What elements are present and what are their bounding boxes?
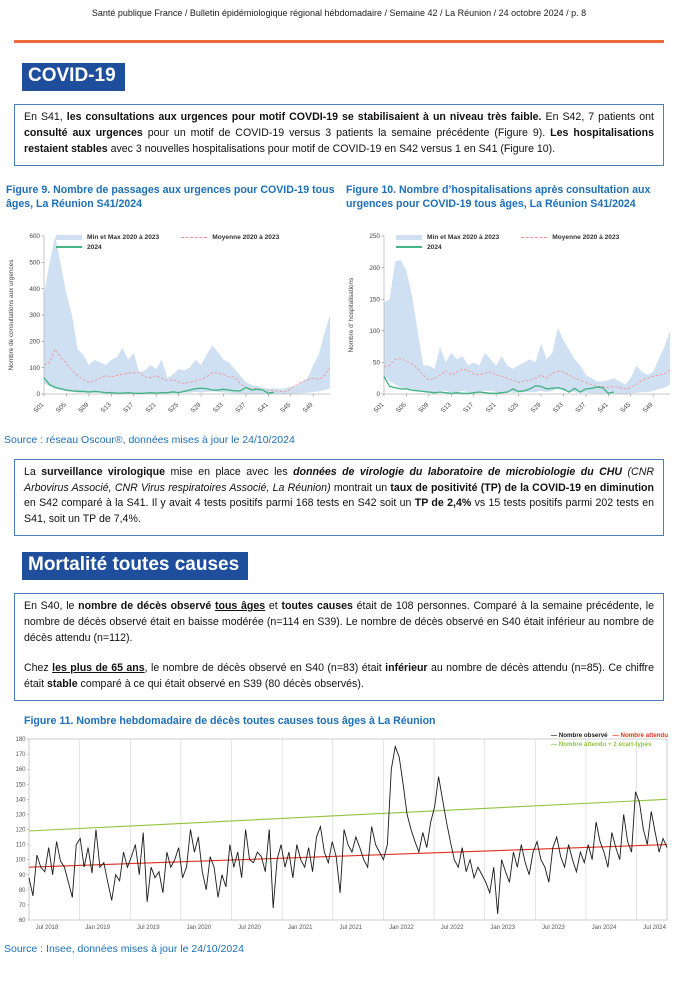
svg-text:S13: S13 (99, 401, 113, 415)
svg-text:Jan 2020: Jan 2020 (186, 924, 212, 931)
svg-text:Jan 2023: Jan 2023 (490, 924, 516, 931)
legend-item (521, 234, 619, 241)
svg-text:Jul 2020: Jul 2020 (238, 924, 261, 931)
svg-text:250: 250 (369, 232, 380, 240)
svg-text:150: 150 (369, 296, 380, 304)
svg-text:Jan 2019: Jan 2019 (85, 924, 110, 931)
svg-text:Nombre de consultations aux ur: Nombre de consultations aux urgences (8, 259, 15, 371)
mortality-box (14, 593, 664, 700)
svg-text:S01: S01 (32, 401, 46, 415)
text-run: montrait un (330, 481, 391, 494)
covid-summary-text (24, 110, 654, 158)
svg-text:S49: S49 (641, 401, 655, 415)
svg-text:120: 120 (15, 827, 26, 834)
figure11-title: Figure 11. Nombre hebdomadaire de décès toutes causes tous âges à La Réunion (24, 714, 436, 727)
figure9-chart (6, 230, 338, 428)
text-run: avec 3 nouvelles hospitalisations pour motif de COVID-19 en S42 versus 1 en S41 (Figure 10). (107, 142, 556, 155)
svg-text:S45: S45 (279, 401, 293, 415)
text-run: Chez (24, 661, 53, 674)
svg-text:S25: S25 (167, 401, 181, 415)
text-run: comparé à ce qui était observé en S39 (80 décès observés). (77, 677, 364, 690)
svg-text:Nombre d’ hospitalisations: Nombre d’ hospitalisations (348, 277, 355, 353)
legend-item (56, 234, 159, 241)
svg-text:70: 70 (18, 902, 26, 909)
text-run: en S42 comparé à la S41. Il y avait 4 tests positifs parmi 168 tests en S42 soit un (24, 497, 415, 510)
text-run: surveillance virologique (41, 465, 166, 478)
svg-text:Jul 2022: Jul 2022 (440, 924, 464, 931)
legend-swatch-line (396, 246, 422, 248)
svg-text:S17: S17 (462, 401, 476, 415)
svg-text:400: 400 (29, 285, 40, 293)
svg-text:Jul 2024: Jul 2024 (643, 924, 666, 931)
text-run: pour un motif de COVID-19 versus 3 patients la semaine précédente (Figure 9). (142, 126, 551, 139)
svg-text:500: 500 (29, 259, 40, 267)
page-header: Santé publique France / Bulletin épidémiologique régional hébdomadaire / Semaine 42 / La Réunion / 24 octobre 2024 / p. 8 (91, 8, 587, 18)
mortality-section-title: Mortalité toutes causes (22, 552, 248, 580)
insee-source: Source : Insee, données mises à jour le 24/10/2024 (4, 942, 244, 955)
svg-text:S01: S01 (372, 401, 386, 415)
fig11-svg (2, 731, 672, 937)
legend-item (396, 244, 499, 251)
svg-text:S37: S37 (574, 401, 588, 415)
svg-text:S45: S45 (619, 401, 633, 415)
svg-text:S13: S13 (439, 401, 453, 415)
mortality-paragraph-2 (24, 661, 654, 693)
svg-text:100: 100 (15, 857, 26, 864)
text-run: au nombre de décès attendu (n=85). Ce chiffre était (24, 661, 654, 690)
figures-row (2, 184, 676, 428)
svg-text:S25: S25 (507, 401, 521, 415)
legend-label: Min et Max 2020 à 2023 (87, 233, 160, 241)
oscour-source: Source : réseau Oscour®, données mises à jour le 24/10/2024 (4, 433, 295, 446)
legend-swatch-line (56, 246, 82, 248)
figure10-title: Figure 10. Nombre d’hospitalisations après consultation aux urgences pour COVID-19 tous âges, La Réunion S41/2024 (346, 183, 651, 210)
legend-swatch-dash (521, 237, 547, 238)
text-run: stable (46, 677, 78, 690)
legend-label: 2024 (427, 243, 442, 251)
legend-label: 2024 (87, 243, 102, 251)
text-run: était de 108 personnes. Comparé à la semaine précédente, le nombre de décès observé était en baisse modérée (n=114 en S39). Le nombre de décès observé en S40 était inférieur au nombre de décès attendu (n=112). (24, 600, 655, 645)
svg-text:60: 60 (18, 917, 26, 924)
fig9-svg (6, 230, 338, 428)
svg-text:S21: S21 (484, 401, 498, 415)
orange-divider-rule (14, 40, 664, 43)
text-run: les consultations aux urgences pour motif COVDI-19 se stabilisaient à un niveau très faible. (66, 111, 542, 123)
text-run: (CNR Arbovirus Associé, CNR Virus respiratoires Associé, La Réunion) (24, 465, 654, 494)
legend-swatch-band (56, 235, 82, 240)
mortality-paragraph-1 (24, 599, 654, 647)
text-run: tous âges (214, 600, 266, 613)
legend-swatch-band (396, 235, 422, 240)
svg-text:S09: S09 (77, 401, 91, 415)
svg-text:Jul 2023: Jul 2023 (542, 924, 565, 931)
text-run: consulté aux urgences (24, 126, 143, 139)
text-run: inférieur (385, 661, 428, 674)
text-run: TP de 2,4% (414, 497, 472, 510)
covid-section-title: COVID-19 (22, 63, 125, 91)
svg-text:100: 100 (29, 364, 40, 372)
text-run: vs 15 tests positifs parmi 202 tests en S41, soit un TP de 7,4%. (24, 497, 654, 526)
svg-text:200: 200 (29, 338, 40, 346)
svg-text:110: 110 (15, 842, 26, 849)
svg-text:80: 80 (18, 887, 26, 894)
svg-text:S29: S29 (189, 401, 203, 415)
svg-text:Jul 2021: Jul 2021 (339, 924, 363, 931)
text-run: mise en place avec les (165, 465, 294, 478)
fig10-svg (346, 230, 678, 428)
svg-text:160: 160 (15, 766, 26, 773)
svg-text:Jan 2022: Jan 2022 (389, 924, 414, 931)
legend-swatch-dash (181, 237, 207, 238)
svg-text:S41: S41 (256, 401, 270, 415)
legend-item: — Nombre observé (550, 731, 608, 739)
svg-text:Jan 2021: Jan 2021 (287, 924, 313, 931)
text-run: et (265, 600, 282, 613)
fig10-legend (396, 234, 619, 251)
svg-text:Jan 2024: Jan 2024 (591, 924, 617, 931)
svg-text:130: 130 (15, 812, 26, 819)
figure9-column (2, 184, 342, 428)
svg-text:S33: S33 (211, 401, 225, 415)
svg-text:S09: S09 (417, 401, 431, 415)
text-run: les plus de 65 ans (52, 661, 145, 674)
legend-item: — Nombre attendu + 2 écart-types (550, 741, 652, 749)
svg-text:S29: S29 (529, 401, 543, 415)
svg-text:150: 150 (15, 781, 26, 788)
text-run: Les hospitalisations restaient stables (24, 126, 654, 155)
svg-text:200: 200 (369, 264, 380, 272)
figure9-title: Figure 9. Nombre de passages aux urgences pour COVID-19 tous âges, La Réunion S41/2024 (6, 183, 335, 210)
text-run: taux de positivité (TP) de la COVID-19 en diminution (390, 481, 654, 494)
svg-text:Jul 2018: Jul 2018 (35, 924, 59, 931)
svg-text:S05: S05 (54, 401, 68, 415)
legend-item (56, 244, 159, 251)
svg-text:600: 600 (29, 232, 40, 240)
svg-text:180: 180 (15, 736, 26, 743)
text-run: En S40, le (24, 600, 79, 613)
svg-text:140: 140 (15, 797, 26, 804)
svg-text:S05: S05 (394, 401, 408, 415)
text-run: données de virologie du laboratoire de microbiologie du CHU (293, 465, 623, 478)
legend-item: — Nombre attendu (612, 731, 668, 739)
text-run: En S42, 7 patients ont (541, 111, 654, 123)
text-run: En S41, (24, 111, 67, 123)
figure10-chart (346, 230, 678, 428)
svg-text:S17: S17 (122, 401, 136, 415)
figure10-column (342, 184, 678, 428)
fig9-legend (56, 234, 279, 251)
svg-text:S41: S41 (596, 401, 610, 415)
fig11-legend (546, 731, 668, 750)
svg-text:Jul 2019: Jul 2019 (136, 924, 160, 931)
text-run: nombre de décès observé (78, 600, 215, 613)
text-run: , le nombre de décès observé en S40 (n=83) était (144, 661, 386, 674)
figure11-chart (2, 731, 676, 937)
legend-label: Moyenne 2020 à 2023 (552, 233, 620, 241)
svg-text:S49: S49 (301, 401, 315, 415)
svg-text:S33: S33 (551, 401, 565, 415)
virology-box (14, 459, 664, 537)
svg-text:S21: S21 (144, 401, 158, 415)
legend-item (181, 234, 279, 241)
svg-text:90: 90 (18, 872, 26, 879)
virology-text (24, 465, 654, 529)
covid-summary-box (14, 104, 664, 166)
svg-text:170: 170 (15, 751, 26, 758)
legend-item (396, 234, 499, 241)
svg-text:0: 0 (36, 390, 40, 398)
text-run: La (24, 465, 42, 478)
text-run: toutes causes (281, 600, 353, 613)
svg-text:0: 0 (376, 390, 380, 398)
svg-text:50: 50 (372, 359, 380, 367)
legend-label: Min et Max 2020 à 2023 (427, 233, 500, 241)
svg-text:300: 300 (29, 311, 40, 319)
svg-text:100: 100 (369, 327, 380, 335)
legend-label: Moyenne 2020 à 2023 (212, 233, 280, 241)
svg-text:S37: S37 (234, 401, 248, 415)
